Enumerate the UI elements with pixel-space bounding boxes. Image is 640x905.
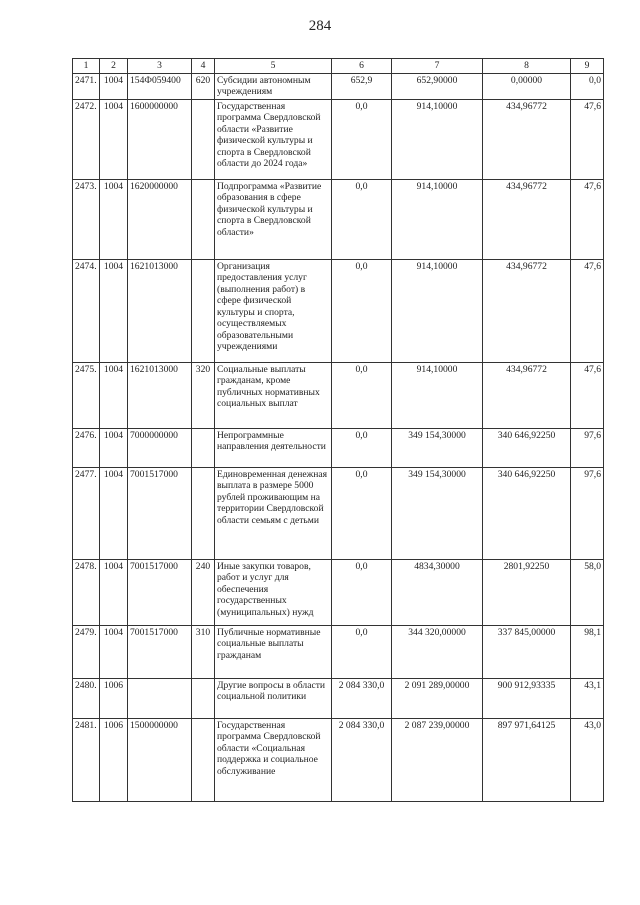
cell-approved-amount: 0,0 xyxy=(332,362,392,428)
cell-target-code: 7001517000 xyxy=(128,625,192,678)
cell-section-code: 1004 xyxy=(100,362,128,428)
cell-target-code: 1621013000 xyxy=(128,259,192,362)
cell-target-code: 1500000000 xyxy=(128,718,192,801)
cell-expense-type-code xyxy=(192,428,215,467)
cell-description: Иные закупки товаров, работ и услуг для обеспечения государственных (муниципальных) нужд xyxy=(215,559,332,625)
cell-target-code: 7000000000 xyxy=(128,428,192,467)
cell-section-code: 1004 xyxy=(100,179,128,259)
cell-approved-amount: 0,0 xyxy=(332,559,392,625)
cell-percent-executed: 97,6 xyxy=(571,428,604,467)
cell-plan-amount: 4834,30000 xyxy=(392,559,483,625)
cell-expense-type-code xyxy=(192,467,215,559)
cell-section-code: 1006 xyxy=(100,718,128,801)
cell-percent-executed: 58,0 xyxy=(571,559,604,625)
header-row xyxy=(73,59,604,74)
cell-plan-amount: 2 087 239,00000 xyxy=(392,718,483,801)
cell-section-code: 1004 xyxy=(100,559,128,625)
page-number: 284 xyxy=(308,18,332,34)
cell-approved-amount: 0,0 xyxy=(332,259,392,362)
table-row xyxy=(73,99,604,179)
cell-percent-executed: 98,1 xyxy=(571,625,604,678)
cell-description: Другие вопросы в области социальной политики xyxy=(215,678,332,718)
cell-description: Единовременная денежная выплата в размере 5000 рублей проживающим на территории Свердловской области семьям с детьми xyxy=(215,467,332,559)
cell-section-code: 1004 xyxy=(100,467,128,559)
cell-executed-amount: 340 646,92250 xyxy=(483,428,571,467)
cell-description: Непрограммные направления деятельности xyxy=(215,428,332,467)
cell-description: Организация предоставления услуг (выполнения работ) в сфере физической культуры и спорта, осуществляемых образовательными учреждениями xyxy=(215,259,332,362)
cell-plan-amount: 914,10000 xyxy=(392,99,483,179)
cell-approved-amount: 0,0 xyxy=(332,625,392,678)
cell-row-number: 2477. xyxy=(73,467,100,559)
cell-target-code: 1621013000 xyxy=(128,362,192,428)
cell-plan-amount: 914,10000 xyxy=(392,259,483,362)
cell-row-number: 2476. xyxy=(73,428,100,467)
cell-row-number: 2480. xyxy=(73,678,100,718)
cell-expense-type-code: 310 xyxy=(192,625,215,678)
cell-plan-amount: 349 154,30000 xyxy=(392,428,483,467)
cell-executed-amount: 897 971,64125 xyxy=(483,718,571,801)
cell-percent-executed: 97,6 xyxy=(571,467,604,559)
column-header-1: 1 xyxy=(73,59,100,74)
cell-target-code: 7001517000 xyxy=(128,559,192,625)
cell-executed-amount: 337 845,00000 xyxy=(483,625,571,678)
cell-executed-amount: 434,96772 xyxy=(483,99,571,179)
cell-approved-amount: 2 084 330,0 xyxy=(332,678,392,718)
cell-row-number: 2481. xyxy=(73,718,100,801)
cell-expense-type-code xyxy=(192,259,215,362)
column-header-7: 7 xyxy=(392,59,483,74)
table-row xyxy=(73,678,604,718)
cell-executed-amount: 900 912,93335 xyxy=(483,678,571,718)
cell-row-number: 2479. xyxy=(73,625,100,678)
cell-percent-executed: 47,6 xyxy=(571,259,604,362)
column-header-2: 2 xyxy=(100,59,128,74)
cell-approved-amount: 2 084 330,0 xyxy=(332,718,392,801)
cell-percent-executed: 47,6 xyxy=(571,179,604,259)
cell-executed-amount: 2801,92250 xyxy=(483,559,571,625)
cell-section-code: 1004 xyxy=(100,73,128,99)
cell-section-code: 1004 xyxy=(100,259,128,362)
cell-executed-amount: 434,96772 xyxy=(483,259,571,362)
cell-expense-type-code: 320 xyxy=(192,362,215,428)
cell-plan-amount: 914,10000 xyxy=(392,179,483,259)
cell-percent-executed: 47,6 xyxy=(571,99,604,179)
cell-row-number: 2475. xyxy=(73,362,100,428)
cell-description: Публичные нормативные социальные выплаты гражданам xyxy=(215,625,332,678)
cell-plan-amount: 349 154,30000 xyxy=(392,467,483,559)
cell-description: Субсидии автономным учреждениям xyxy=(215,73,332,99)
column-header-4: 4 xyxy=(192,59,215,74)
table-row xyxy=(73,179,604,259)
table-row xyxy=(73,559,604,625)
table-row xyxy=(73,625,604,678)
table-body xyxy=(73,73,604,801)
cell-section-code: 1004 xyxy=(100,428,128,467)
cell-expense-type-code: 240 xyxy=(192,559,215,625)
table-row xyxy=(73,73,604,99)
table-row xyxy=(73,362,604,428)
cell-plan-amount: 652,90000 xyxy=(392,73,483,99)
cell-approved-amount: 0,0 xyxy=(332,428,392,467)
cell-target-code xyxy=(128,678,192,718)
cell-percent-executed: 43,0 xyxy=(571,718,604,801)
cell-description: Социальные выплаты гражданам, кроме публичных нормативных социальных выплат xyxy=(215,362,332,428)
cell-approved-amount: 652,9 xyxy=(332,73,392,99)
cell-executed-amount: 0,00000 xyxy=(483,73,571,99)
cell-percent-executed: 43,1 xyxy=(571,678,604,718)
column-header-8: 8 xyxy=(483,59,571,74)
cell-plan-amount: 914,10000 xyxy=(392,362,483,428)
cell-expense-type-code xyxy=(192,179,215,259)
cell-description: Подпрограмма «Развитие образования в сфере физической культуры и спорта в Свердловской области» xyxy=(215,179,332,259)
table-row xyxy=(73,428,604,467)
cell-percent-executed: 0,0 xyxy=(571,73,604,99)
cell-target-code: 7001517000 xyxy=(128,467,192,559)
cell-row-number: 2471. xyxy=(73,73,100,99)
cell-target-code: 1600000000 xyxy=(128,99,192,179)
cell-plan-amount: 2 091 289,00000 xyxy=(392,678,483,718)
cell-target-code: 1620000000 xyxy=(128,179,192,259)
cell-row-number: 2478. xyxy=(73,559,100,625)
cell-description: Государственная программа Свердловской области «Социальная поддержка и социальное обслуживание xyxy=(215,718,332,801)
cell-row-number: 2473. xyxy=(73,179,100,259)
cell-description: Государственная программа Свердловской области «Развитие физической культуры и спорта в Свердловской области до 2024 года» xyxy=(215,99,332,179)
cell-section-code: 1004 xyxy=(100,99,128,179)
cell-executed-amount: 340 646,92250 xyxy=(483,467,571,559)
cell-expense-type-code xyxy=(192,678,215,718)
table-row xyxy=(73,467,604,559)
cell-approved-amount: 0,0 xyxy=(332,99,392,179)
column-header-9: 9 xyxy=(571,59,604,74)
cell-executed-amount: 434,96772 xyxy=(483,362,571,428)
table-row xyxy=(73,259,604,362)
cell-expense-type-code: 620 xyxy=(192,73,215,99)
cell-expense-type-code xyxy=(192,99,215,179)
cell-approved-amount: 0,0 xyxy=(332,467,392,559)
column-header-6: 6 xyxy=(332,59,392,74)
cell-percent-executed: 47,6 xyxy=(571,362,604,428)
cell-expense-type-code xyxy=(192,718,215,801)
cell-section-code: 1006 xyxy=(100,678,128,718)
cell-plan-amount: 344 320,00000 xyxy=(392,625,483,678)
budget-table xyxy=(72,58,604,802)
cell-executed-amount: 434,96772 xyxy=(483,179,571,259)
column-header-3: 3 xyxy=(128,59,192,74)
cell-row-number: 2474. xyxy=(73,259,100,362)
cell-section-code: 1004 xyxy=(100,625,128,678)
cell-row-number: 2472. xyxy=(73,99,100,179)
column-header-5: 5 xyxy=(215,59,332,74)
table-row xyxy=(73,718,604,801)
cell-target-code: 154Ф059400 xyxy=(128,73,192,99)
cell-approved-amount: 0,0 xyxy=(332,179,392,259)
